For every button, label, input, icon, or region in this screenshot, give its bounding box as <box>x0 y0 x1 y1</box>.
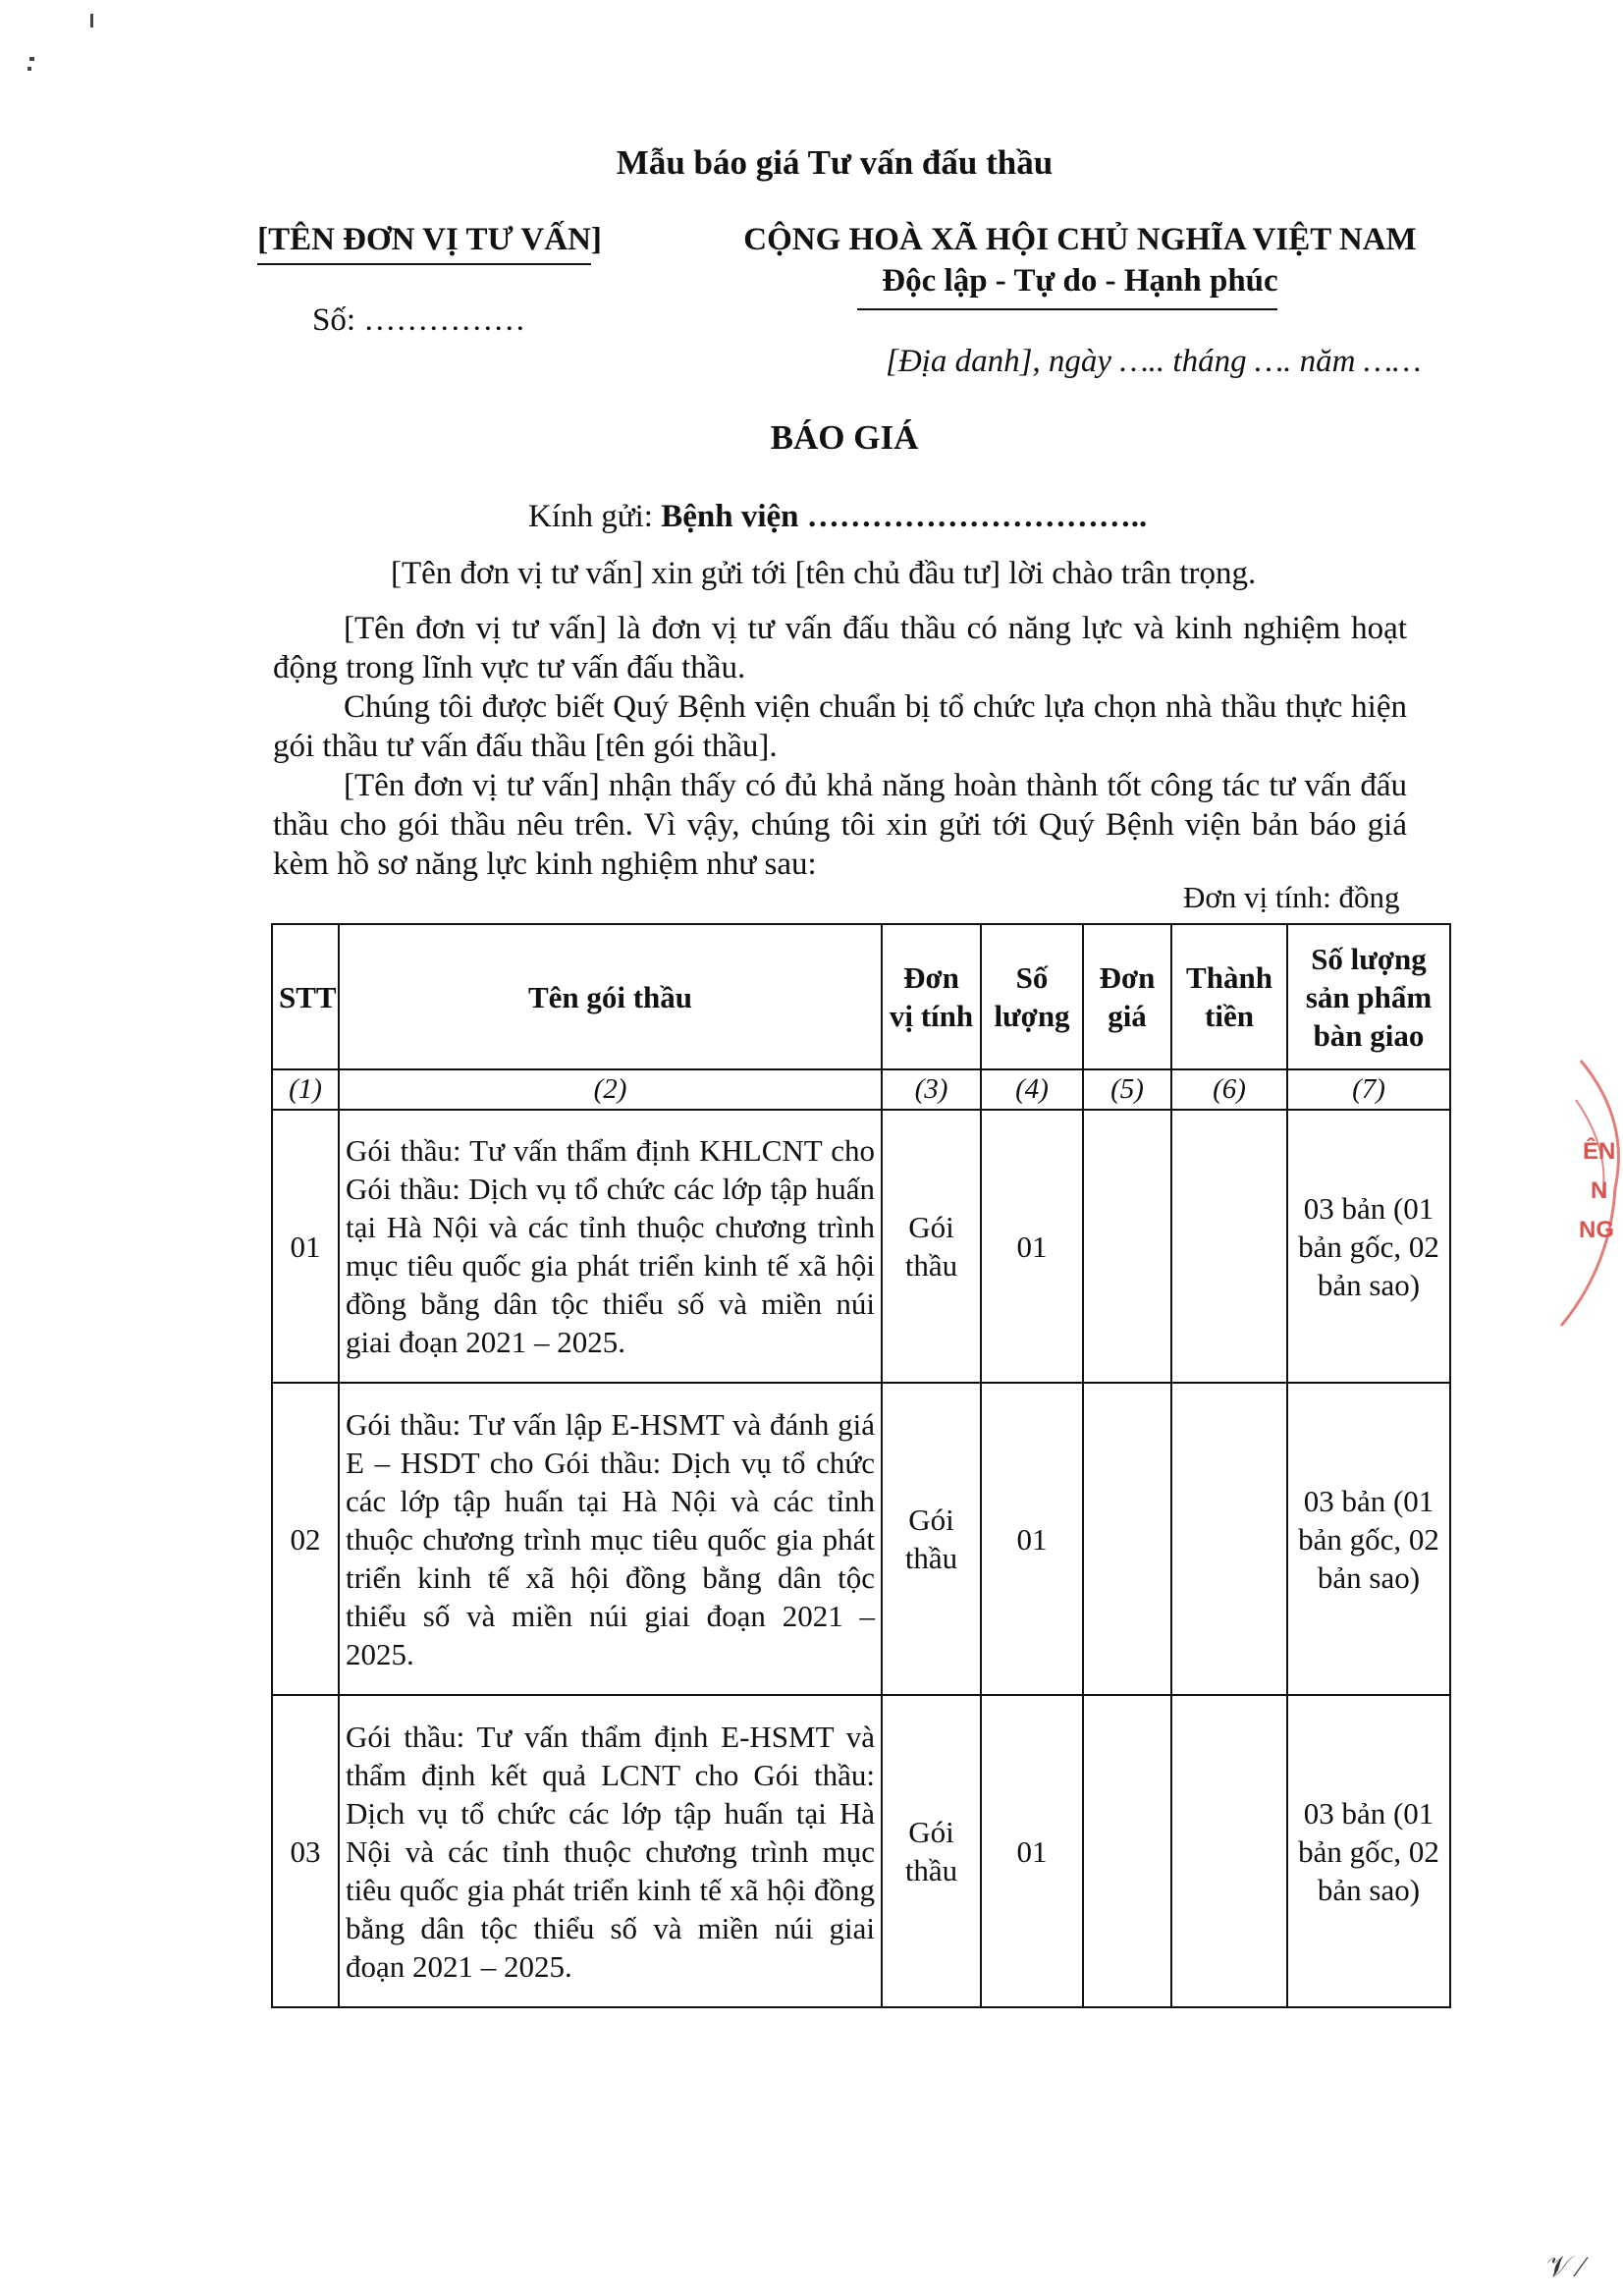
header-deliverables: Số lượng sản phẩm bàn giao <box>1287 924 1450 1069</box>
header-unit-price: Đơn giá <box>1083 924 1171 1069</box>
cell-deliverables: 03 bản (01 bản gốc, 02 bản sao) <box>1287 1383 1450 1695</box>
cell-stt: 01 <box>272 1110 339 1383</box>
index-cell: (6) <box>1171 1069 1287 1110</box>
stamp-text: N <box>1591 1177 1608 1204</box>
document-title: BÁO GIÁ <box>770 418 919 457</box>
scan-mark <box>29 57 34 61</box>
motto: Độc lập - Tự do - Hạnh phúc <box>882 263 1278 299</box>
cell-package-name: Gói thầu: Tư vấn thẩm định E-HSMT và thẩm định kết quả LCNT cho Gói thầu: Dịch vụ tổ chức các lớp tập huấn tại Hà Nội và các tỉnh thuộc chương trình mục tiêu quốc gia phát triển kinh tế xã hội đồng bằng dân tộc thiểu số và miền núi giai đoạn 2021 – 2025. <box>339 1695 882 2007</box>
cell-unit: Gói thầu <box>882 1110 981 1383</box>
header-total: Thành tiền <box>1171 924 1287 1069</box>
cell-stt: 03 <box>272 1695 339 2007</box>
cell-unit-price <box>1083 1383 1171 1695</box>
org-placeholder <box>245 222 614 258</box>
place-date: [Địa danh], ngày ….. tháng …. năm …… <box>886 344 1422 379</box>
quotation-table <box>271 923 1451 2008</box>
recipient-label: Kính gửi: <box>528 499 653 534</box>
paragraph-3: [Tên đơn vị tư vấn] nhận thấy có đủ khả năng hoàn thành tốt công tác tư vấn đấu thầu cho gói thầu nêu trên. Vì vậy, chúng tôi xin gửi tới Quý Bệnh viện bản báo giá kèm hồ sơ năng lực kinh nghiệm như sau: <box>273 768 1407 882</box>
header-unit: Đơn vị tính <box>882 924 981 1069</box>
cell-stt: 02 <box>272 1383 339 1695</box>
unit-note: Đơn vị tính: đồng <box>1183 880 1400 914</box>
index-cell: (1) <box>272 1069 339 1110</box>
cell-unit-price <box>1083 1695 1171 2007</box>
cell-total <box>1171 1110 1287 1383</box>
table-row <box>272 1383 1450 1695</box>
scan-mark <box>90 14 93 27</box>
nation-title: CỘNG HOÀ XÃ HỘI CHỦ NGHĨA VIỆT NAM <box>743 222 1417 257</box>
table-header-row <box>272 924 1450 1069</box>
cell-quantity: 01 <box>981 1110 1083 1383</box>
recipient-line <box>528 499 1147 535</box>
greeting: [Tên đơn vị tư vấn] xin gửi tới [tên chủ đầu tư] lời chào trân trọng. <box>391 556 1257 591</box>
index-cell: (4) <box>981 1069 1083 1110</box>
index-cell: (7) <box>1287 1069 1450 1110</box>
table-row <box>272 1110 1450 1383</box>
cell-deliverables: 03 bản (01 bản gốc, 02 bản sao) <box>1287 1695 1450 2007</box>
corner-initial-mark: 𝒱 ⁄ <box>1546 2251 1584 2283</box>
table-index-row <box>272 1069 1450 1110</box>
scan-mark <box>27 67 31 71</box>
cell-deliverables: 03 bản (01 bản gốc, 02 bản sao) <box>1287 1110 1450 1383</box>
cell-total <box>1171 1695 1287 2007</box>
stamp-text: ÊN <box>1583 1138 1616 1165</box>
header-package-name: Tên gói thầu <box>339 924 882 1069</box>
paragraph-1: [Tên đơn vị tư vấn] là đơn vị tư vấn đấu thầu có năng lực và kinh nghiệm hoạt động trong lĩnh vực tư vấn đấu thầu. <box>273 611 1407 685</box>
cell-package-name: Gói thầu: Tư vấn lập E-HSMT và đánh giá E – HSDT cho Gói thầu: Dịch vụ tổ chức các lớp tập huấn tại Hà Nội và các tỉnh thuộc chương trình mục tiêu quốc gia phát triển kinh tế xã hội đồng bằng dân tộc thiểu số và miền núi giai đoạn 2021 – 2025. <box>339 1383 882 1695</box>
index-cell: (2) <box>339 1069 882 1110</box>
header-stt: STT <box>272 924 339 1069</box>
paragraph-2: Chúng tôi được biết Quý Bệnh viện chuẩn bị tổ chức lựa chọn nhà thầu thực hiện gói thầu tư vấn đấu thầu [tên gói thầu]. <box>273 689 1407 764</box>
stamp-text: NG <box>1579 1217 1614 1243</box>
red-stamp-fragment <box>1542 1041 1623 1336</box>
cell-quantity: 01 <box>981 1695 1083 2007</box>
index-cell: (3) <box>882 1069 981 1110</box>
cell-unit: Gói thầu <box>882 1383 981 1695</box>
motto-underline <box>857 308 1277 310</box>
recipient-value: Bệnh viện ………………………….. <box>661 499 1148 534</box>
cell-quantity: 01 <box>981 1383 1083 1695</box>
org-placeholder-text: [TÊN ĐƠN VỊ TƯ VẤN] <box>257 222 602 257</box>
org-underline <box>257 263 591 265</box>
header-quantity: Số lượng <box>981 924 1083 1069</box>
cell-total <box>1171 1383 1287 1695</box>
index-cell: (5) <box>1083 1069 1171 1110</box>
document-number: Số: …………… <box>312 302 526 338</box>
cell-package-name: Gói thầu: Tư vấn thẩm định KHLCNT cho Gói thầu: Dịch vụ tổ chức các lớp tập huấn tại Hà Nội và các tỉnh thuộc chương trình mục tiêu quốc gia phát triển kinh tế xã hội đồng bằng dân tộc thiểu số và miền núi giai đoạn 2021 – 2025. <box>339 1110 882 1383</box>
cell-unit-price <box>1083 1110 1171 1383</box>
cell-unit: Gói thầu <box>882 1695 981 2007</box>
table-row <box>272 1695 1450 2007</box>
form-title: Mẫu báo giá Tư vấn đấu thầu <box>616 143 1054 182</box>
